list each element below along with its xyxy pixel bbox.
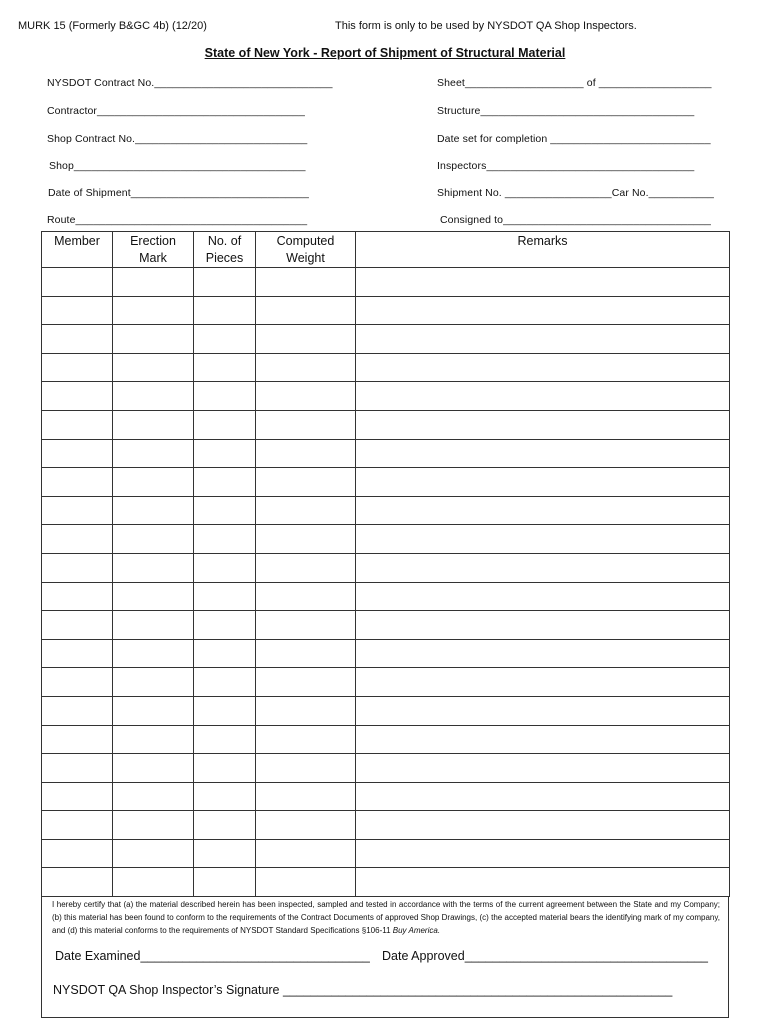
table-cell[interactable] xyxy=(256,525,356,554)
table-row xyxy=(42,439,730,468)
table-cell[interactable] xyxy=(256,639,356,668)
table-cell[interactable] xyxy=(42,725,113,754)
table-cell[interactable] xyxy=(356,582,730,611)
table-cell[interactable] xyxy=(42,582,113,611)
table-cell[interactable] xyxy=(194,839,256,868)
table-cell[interactable] xyxy=(256,582,356,611)
table-body xyxy=(42,268,730,897)
table-cell[interactable] xyxy=(194,410,256,439)
table-cell[interactable] xyxy=(194,582,256,611)
table-cell[interactable] xyxy=(356,668,730,697)
table-cell[interactable] xyxy=(356,839,730,868)
table-cell[interactable] xyxy=(42,839,113,868)
table-cell[interactable] xyxy=(194,696,256,725)
table-cell[interactable] xyxy=(113,296,194,325)
table-cell[interactable] xyxy=(42,811,113,840)
table-row xyxy=(42,754,730,783)
table-cell[interactable] xyxy=(113,782,194,811)
table-cell[interactable] xyxy=(194,496,256,525)
table-cell[interactable] xyxy=(42,325,113,354)
table-row xyxy=(42,839,730,868)
table-cell[interactable] xyxy=(42,553,113,582)
table-cell[interactable] xyxy=(356,496,730,525)
structure-field[interactable]: Structure____________________________________ xyxy=(437,105,695,117)
table-cell[interactable] xyxy=(356,353,730,382)
table-cell[interactable] xyxy=(256,382,356,411)
table-row xyxy=(42,811,730,840)
table-cell[interactable] xyxy=(256,496,356,525)
table-cell[interactable] xyxy=(194,325,256,354)
usage-notice: This form is only to be used by NYSDOT QA Shop Inspectors. xyxy=(335,20,637,32)
completion-date-field[interactable]: Date set for completion ___________________________ xyxy=(437,133,711,145)
table-row xyxy=(42,782,730,811)
column-header-no-of-pieces: No. of Pieces xyxy=(194,232,256,268)
table-cell[interactable] xyxy=(42,611,113,640)
table-cell[interactable] xyxy=(42,296,113,325)
table-cell[interactable] xyxy=(256,725,356,754)
table-row xyxy=(42,325,730,354)
table-cell[interactable] xyxy=(256,611,356,640)
table-cell[interactable] xyxy=(356,439,730,468)
table-cell[interactable] xyxy=(256,268,356,297)
table-cell[interactable] xyxy=(113,410,194,439)
table-cell[interactable] xyxy=(113,268,194,297)
certification-emphasis: Buy America. xyxy=(392,926,441,935)
table-cell[interactable] xyxy=(42,696,113,725)
column-header-remarks: Remarks xyxy=(356,232,730,268)
table-cell[interactable] xyxy=(194,754,256,783)
table-header-row xyxy=(42,232,730,268)
table-cell[interactable] xyxy=(113,696,194,725)
table-cell[interactable] xyxy=(113,468,194,497)
table-row xyxy=(42,296,730,325)
table-row xyxy=(42,696,730,725)
table-cell[interactable] xyxy=(356,754,730,783)
table-cell[interactable] xyxy=(194,382,256,411)
table-row xyxy=(42,639,730,668)
table-cell[interactable] xyxy=(356,525,730,554)
table-cell[interactable] xyxy=(256,754,356,783)
table-cell[interactable] xyxy=(113,839,194,868)
table-cell[interactable] xyxy=(42,468,113,497)
table-cell[interactable] xyxy=(113,868,194,897)
table-cell[interactable] xyxy=(42,668,113,697)
table-cell[interactable] xyxy=(356,611,730,640)
table-cell[interactable] xyxy=(194,639,256,668)
table-cell[interactable] xyxy=(42,754,113,783)
table-cell[interactable] xyxy=(113,639,194,668)
table-row xyxy=(42,268,730,297)
table-cell[interactable] xyxy=(256,868,356,897)
route-field[interactable]: Route_______________________________________ xyxy=(47,214,308,226)
table-cell[interactable] xyxy=(356,553,730,582)
table-cell[interactable] xyxy=(194,668,256,697)
table-cell[interactable] xyxy=(256,839,356,868)
inspector-signature-field[interactable]: NYSDOT QA Shop Inspector’s Signature ________________________________________________________ xyxy=(53,983,673,997)
table-cell[interactable] xyxy=(256,353,356,382)
table-cell[interactable] xyxy=(356,868,730,897)
table-cell[interactable] xyxy=(113,525,194,554)
column-header-erection-mark: Erection Mark xyxy=(113,232,194,268)
table-cell[interactable] xyxy=(42,496,113,525)
table-cell[interactable] xyxy=(113,611,194,640)
table-cell[interactable] xyxy=(42,525,113,554)
table-row xyxy=(42,382,730,411)
table-cell[interactable] xyxy=(113,553,194,582)
table-row xyxy=(42,468,730,497)
form-id: MURK 15 (Formerly B&GC 4b) (12/20) xyxy=(18,20,207,32)
table-cell[interactable] xyxy=(194,868,256,897)
table-cell[interactable] xyxy=(256,782,356,811)
table-row xyxy=(42,868,730,897)
table-cell[interactable] xyxy=(42,353,113,382)
sheet-field[interactable]: Sheet____________________ of ___________________ xyxy=(437,77,712,89)
contract-no-field[interactable]: NYSDOT Contract No.______________________________ xyxy=(47,77,333,89)
table-cell[interactable] xyxy=(42,782,113,811)
table-cell[interactable] xyxy=(256,811,356,840)
date-approved-field[interactable]: Date Approved___________________________________ xyxy=(382,949,709,963)
table-cell[interactable] xyxy=(356,410,730,439)
table-cell[interactable] xyxy=(194,353,256,382)
table-cell[interactable] xyxy=(256,553,356,582)
table-cell[interactable] xyxy=(194,725,256,754)
table-cell[interactable] xyxy=(256,668,356,697)
date-examined-field[interactable]: Date Examined_________________________________ xyxy=(55,949,370,963)
table-cell[interactable] xyxy=(42,439,113,468)
date-of-shipment-field[interactable]: Date of Shipment______________________________ xyxy=(48,187,309,199)
table-cell[interactable] xyxy=(42,410,113,439)
table-cell[interactable] xyxy=(113,811,194,840)
table-cell[interactable] xyxy=(356,782,730,811)
table-cell[interactable] xyxy=(256,410,356,439)
inspectors-field[interactable]: Inspectors___________________________________ xyxy=(437,160,695,172)
table-cell[interactable] xyxy=(113,725,194,754)
column-header-member: Member xyxy=(42,232,113,268)
table-cell[interactable] xyxy=(356,382,730,411)
table-row xyxy=(42,582,730,611)
table-cell[interactable] xyxy=(113,382,194,411)
certification-statement xyxy=(52,898,720,937)
table-row xyxy=(42,353,730,382)
table-cell[interactable] xyxy=(113,439,194,468)
table-row xyxy=(42,611,730,640)
table-cell[interactable] xyxy=(256,296,356,325)
table-cell[interactable] xyxy=(356,268,730,297)
table-row xyxy=(42,525,730,554)
table-cell[interactable] xyxy=(42,868,113,897)
table-cell[interactable] xyxy=(194,439,256,468)
table-cell[interactable] xyxy=(256,439,356,468)
table-cell[interactable] xyxy=(113,754,194,783)
table-cell[interactable] xyxy=(194,468,256,497)
shipment-table xyxy=(41,231,730,897)
table-cell[interactable] xyxy=(42,268,113,297)
shop-contract-no-field[interactable]: Shop Contract No._____________________________ xyxy=(47,133,308,145)
table-row xyxy=(42,410,730,439)
table-cell[interactable] xyxy=(356,325,730,354)
column-header-computed-weight: Computed Weight xyxy=(256,232,356,268)
table-row xyxy=(42,496,730,525)
table-cell[interactable] xyxy=(194,611,256,640)
table-cell[interactable] xyxy=(356,468,730,497)
table-cell[interactable] xyxy=(256,468,356,497)
table-cell[interactable] xyxy=(42,639,113,668)
table-cell[interactable] xyxy=(113,353,194,382)
table-cell[interactable] xyxy=(356,296,730,325)
table-cell[interactable] xyxy=(42,382,113,411)
table-cell[interactable] xyxy=(194,553,256,582)
table-cell[interactable] xyxy=(356,811,730,840)
table-row xyxy=(42,668,730,697)
table-cell[interactable] xyxy=(194,525,256,554)
table-cell[interactable] xyxy=(113,582,194,611)
table-cell[interactable] xyxy=(113,668,194,697)
table-cell[interactable] xyxy=(113,325,194,354)
table-cell[interactable] xyxy=(356,639,730,668)
contractor-field[interactable]: Contractor___________________________________ xyxy=(47,105,305,117)
form-title: State of New York - Report of Shipment of Structural Material xyxy=(204,46,566,60)
certification-text: I hereby certify that (a) the material described herein has been inspected, sampled and tested in accordance with the terms of the current agreement between the State and my Company; (b) this material has been found to conform to the requirements of the Contract Documents of approved Shop Drawings, (c) the accepted material bears the identifying mark of my company, and (d) this material conforms to the requirements of NYSDOT Standard Specifications §106-11 xyxy=(52,900,720,935)
table-cell[interactable] xyxy=(194,268,256,297)
table-row xyxy=(42,553,730,582)
table-cell[interactable] xyxy=(356,696,730,725)
table-cell[interactable] xyxy=(194,811,256,840)
table-row xyxy=(42,725,730,754)
table-cell[interactable] xyxy=(194,782,256,811)
table-cell[interactable] xyxy=(256,696,356,725)
table-cell[interactable] xyxy=(256,325,356,354)
consigned-to-field[interactable]: Consigned to___________________________________ xyxy=(440,214,711,226)
shop-field[interactable]: Shop_______________________________________ xyxy=(49,160,306,172)
table-cell[interactable] xyxy=(194,296,256,325)
shipment-car-no-field[interactable]: Shipment No. __________________Car No.___________ xyxy=(437,187,714,199)
table-cell[interactable] xyxy=(113,496,194,525)
table-cell[interactable] xyxy=(356,725,730,754)
